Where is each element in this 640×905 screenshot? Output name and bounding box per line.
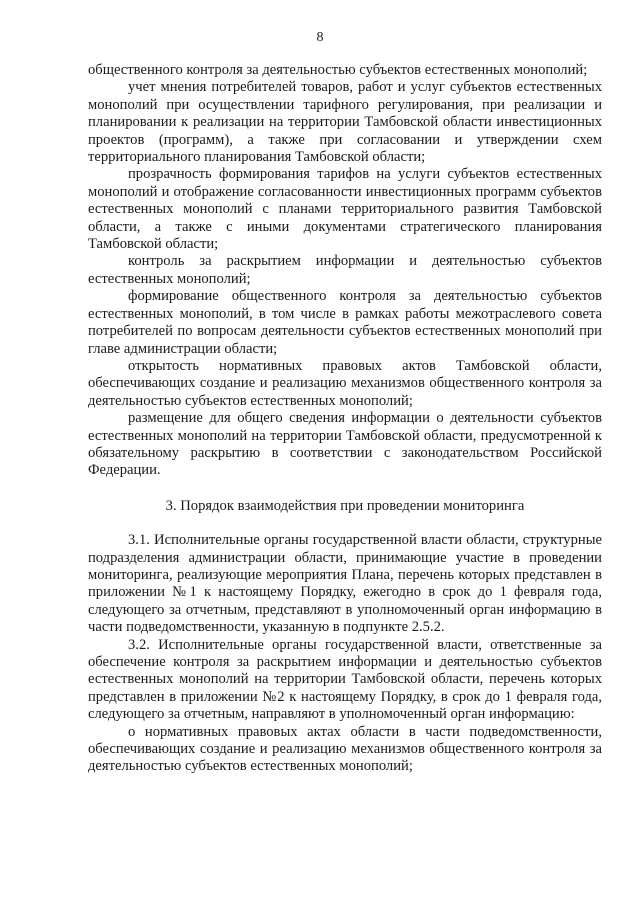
section-heading: 3. Порядок взаимодействия при проведении мониторинга [165,497,525,514]
paragraph-normative-acts: о нормативных правовых актах области в части подведомственности, обеспечивающих создание и реализацию механизмов общественного контроля за деятельностью субъектов естественных монополий; [88,723,602,775]
paragraph-disclosure-control: контроль за раскрытием информации и деятельностью субъектов естественных монополий; [88,253,602,287]
paragraph-3-1: 3.1. Исполнительные органы государственной власти области, структурные подразделения администрации области, принимающие участие в проведении мониторинга, реализующие мероприятия Плана, перечень которых представлен в приложении №1 к настоящему Порядку, ежегодно в срок до 1 февраля года, следующего за отчетным, представляют в уполномоченный орган информацию в части подведомственности, указанную в подпункте 2.5.2. [88,532,602,636]
paragraph-monopoly-control-end: общественного контроля за деятельностью субъектов естественных монополий; [88,62,588,78]
document-body [88,62,602,776]
page-number: 8 [316,30,324,45]
paragraph-public-control-formation: формирование общественного контроля за деятельностью субъектов естественных монополий, в том числе в рамках работы межотраслевого совета потребителей по вопросам деятельности субъектов естественных монополий при главе администрации области; [88,288,602,357]
paragraph-3-2: 3.2. Исполнительные органы государственной власти, ответственные за обеспечение контроля за раскрытием информации и деятельностью субъектов естественных монополий на территории Тамбовской области, перечень которых представлен в приложении №2 к настоящему Порядку, в срок до 1 февраля года, следующего за отчетным, направляют в уполномоченный орган информацию: [88,636,602,723]
paragraph-acts-openness: открытость нормативных правовых актов Тамбовской области, обеспечивающих создание и реализацию механизмов общественного контроля за деятельностью субъектов естественных монополий; [88,357,602,409]
paragraph-tariff-transparency: прозрачность формирования тарифов на услуги субъектов естественных монополий и отображение согласованности инвестиционных программ субъектов естественных монополий с планами территориального развития Тамбовской области, а также с иными документами стратегического планирования Тамбовской области; [88,166,602,253]
paragraph-consumer-opinion: учет мнения потребителей товаров, работ и услуг субъектов естественных монополий при осуществлении тарифного регулирования, при реализации и планировании к реализации на территории Тамбовской области инвестиционных проектов (программ), а также при согласовании и утверждении схем территориального планирования Тамбовской области; [88,79,602,166]
paragraph-information-publication: размещение для общего сведения информации о деятельности субъектов естественных монополий на территории Тамбовской области, предусмотренной к обязательному раскрытию в соответствии с законодательством Российской Федерации. [88,410,602,479]
